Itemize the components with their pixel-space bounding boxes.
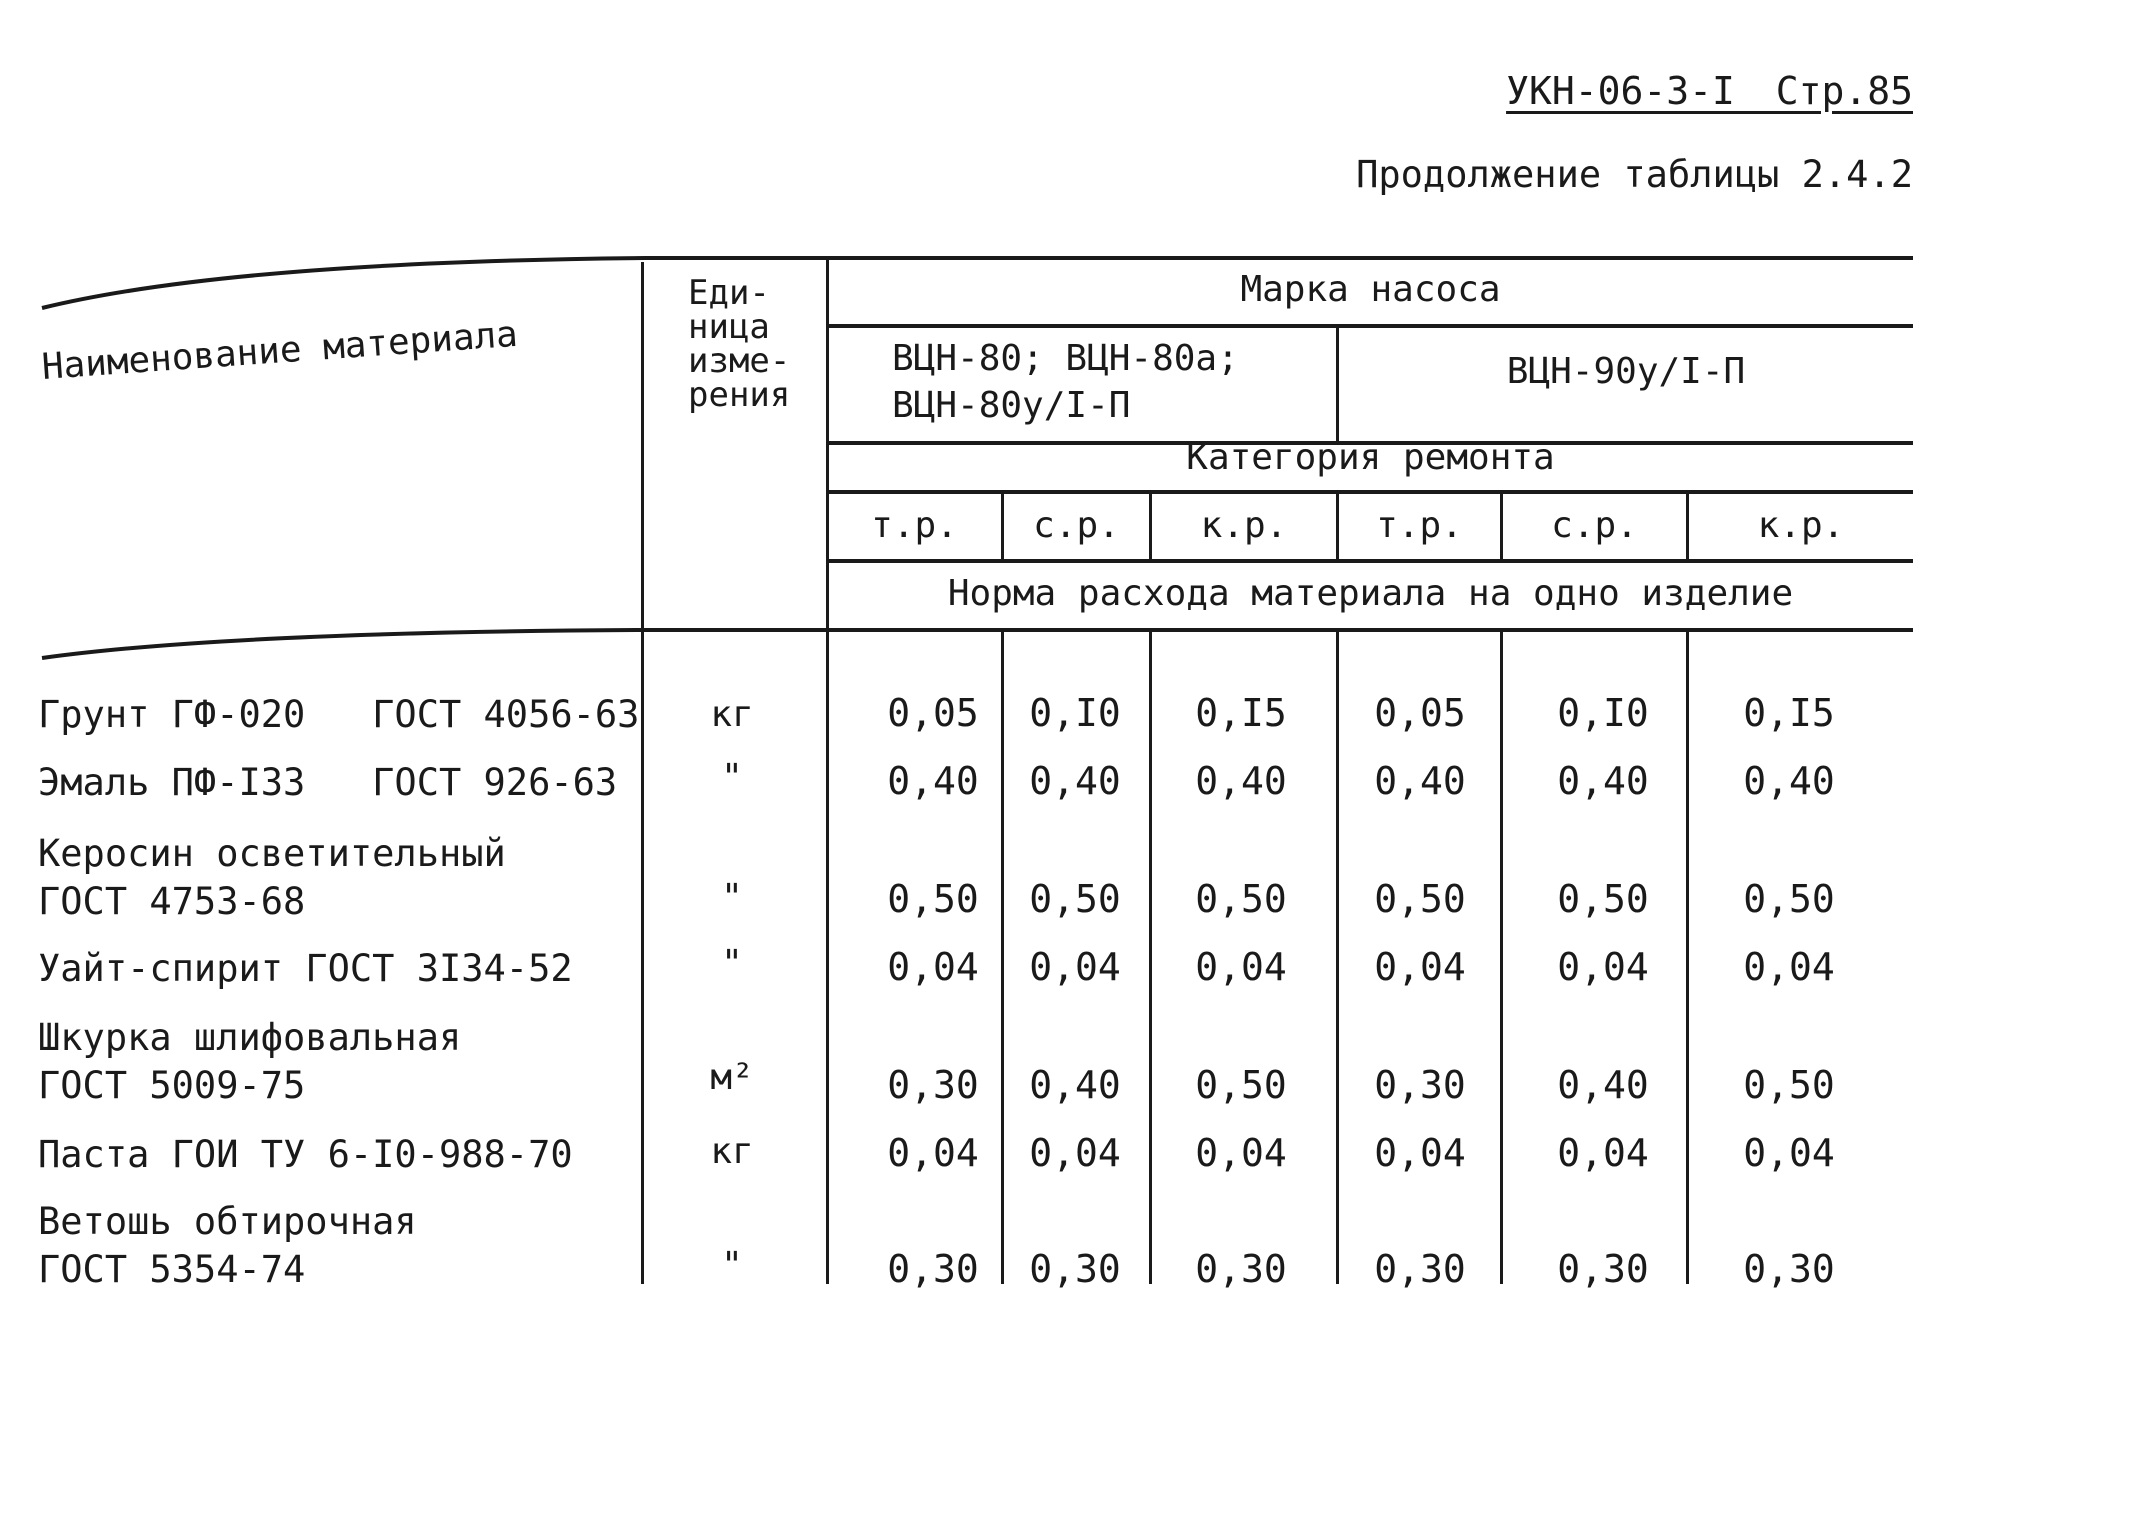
header-bottom-rule: [645, 628, 1913, 632]
norm-value: 0,05: [887, 691, 979, 735]
norm-value: 0,50: [1195, 1063, 1287, 1107]
material-name: Эмаль ПФ-I33 ГОСТ 926-63: [38, 761, 618, 804]
norm-value: 0,50: [1029, 877, 1121, 921]
pump-group-1-header: ВЦН-80; ВЦН-80а; ВЦН-80у/I-П: [892, 338, 1239, 426]
unit-value: ": [721, 877, 743, 918]
material-name: Паста ГОИ ТУ 6-I0-988-70: [38, 1133, 573, 1176]
norm-value: 0,04: [1195, 1131, 1287, 1175]
brand-rule: [828, 324, 1913, 328]
category-code: к.р.: [1757, 505, 1845, 546]
norm-value: 0,50: [1374, 877, 1466, 921]
norm-value: 0,40: [1557, 1063, 1649, 1107]
body-col-divider-4: [1500, 632, 1503, 1284]
category-code: с.р.: [1033, 505, 1120, 546]
norm-value: 0,04: [1029, 945, 1121, 989]
body-col-divider-5: [1686, 632, 1689, 1284]
norm-rule: [828, 559, 1913, 563]
norm-value: 0,04: [887, 1131, 979, 1175]
repair-category-header: Категория ремонта: [1186, 437, 1555, 478]
material-unit-divider: [641, 262, 644, 1284]
material-name: Ветошь обтирочная ГОСТ 5354-74: [38, 1200, 417, 1292]
norm-value: 0,50: [1557, 877, 1649, 921]
norm-value: 0,I5: [1195, 691, 1287, 735]
material-name: Керосин осветительный ГОСТ 4753-68: [38, 832, 506, 924]
norm-value: 0,30: [1557, 1247, 1649, 1291]
unit-value: ": [721, 943, 743, 984]
unit-value: м²: [710, 1057, 754, 1098]
unit-value: ": [721, 757, 743, 798]
unit-column-header: Еди- ница изме- рения: [688, 273, 791, 415]
norm-header: Норма расхода материала на одно изделие: [947, 573, 1794, 614]
norm-value: 0,50: [1195, 877, 1287, 921]
unit-values-divider: [826, 258, 829, 1284]
norm-value: 0,40: [1195, 759, 1287, 803]
norm-value: 0,30: [887, 1247, 979, 1291]
unit-value: кг: [710, 1131, 754, 1172]
norm-value: 0,04: [1029, 1131, 1121, 1175]
norm-value: 0,04: [1743, 945, 1835, 989]
norm-value: 0,I0: [1029, 691, 1121, 735]
table-continuation-caption: Продолжение таблицы 2.4.2: [1356, 153, 1913, 196]
category-codes-rule: [828, 490, 1913, 494]
norm-value: 0,40: [887, 759, 979, 803]
norm-value: 0,30: [1743, 1247, 1835, 1291]
norm-value: 0,30: [1195, 1247, 1287, 1291]
norm-value: 0,40: [1029, 1063, 1121, 1107]
category-code: т.р.: [1376, 505, 1463, 546]
norm-value: 0,I0: [1557, 691, 1649, 735]
norm-value: 0,04: [1195, 945, 1287, 989]
norm-value: 0,30: [1029, 1247, 1121, 1291]
norm-value: 0,04: [1557, 1131, 1649, 1175]
norm-value: 0,40: [1374, 759, 1466, 803]
norm-value: 0,30: [1374, 1063, 1466, 1107]
unit-value: кг: [710, 694, 754, 735]
table-top-rule: [645, 256, 1913, 260]
body-col-divider-3: [1336, 632, 1339, 1284]
norm-value: 0,50: [1743, 1063, 1835, 1107]
category-code: к.р.: [1200, 505, 1288, 546]
material-column-header: Наименование материала: [40, 313, 520, 388]
norm-value: 0,04: [1374, 1131, 1466, 1175]
norm-value: 0,04: [1374, 945, 1466, 989]
material-name: Грунт ГФ-020 ГОСТ 4056-63: [38, 693, 640, 736]
category-code: т.р.: [871, 505, 958, 546]
norm-value: 0,30: [1374, 1247, 1466, 1291]
material-name: Уайт-спирит ГОСТ 3I34-52: [38, 947, 573, 990]
pump-group-2-header: ВЦН-90у/I-П: [1506, 351, 1746, 392]
norm-value: 0,40: [1743, 759, 1835, 803]
norm-value: 0,I5: [1743, 691, 1835, 735]
norm-value: 0,04: [887, 945, 979, 989]
document-reference: УКН-06-3-I Стр.85: [1506, 69, 1913, 113]
norm-value: 0,50: [1743, 877, 1835, 921]
norm-value: 0,40: [1029, 759, 1121, 803]
norm-value: 0,40: [1557, 759, 1649, 803]
norm-value: 0,05: [1374, 691, 1466, 735]
norm-value: 0,04: [1557, 945, 1649, 989]
norm-value: 0,04: [1743, 1131, 1835, 1175]
pump-brand-header: Марка насоса: [1240, 269, 1501, 310]
norm-value: 0,50: [887, 877, 979, 921]
material-name: Шкурка шлифовальная ГОСТ 5009-75: [38, 1016, 462, 1108]
unit-value: ": [721, 1245, 743, 1286]
norm-value: 0,30: [887, 1063, 979, 1107]
category-code: с.р.: [1551, 505, 1638, 546]
